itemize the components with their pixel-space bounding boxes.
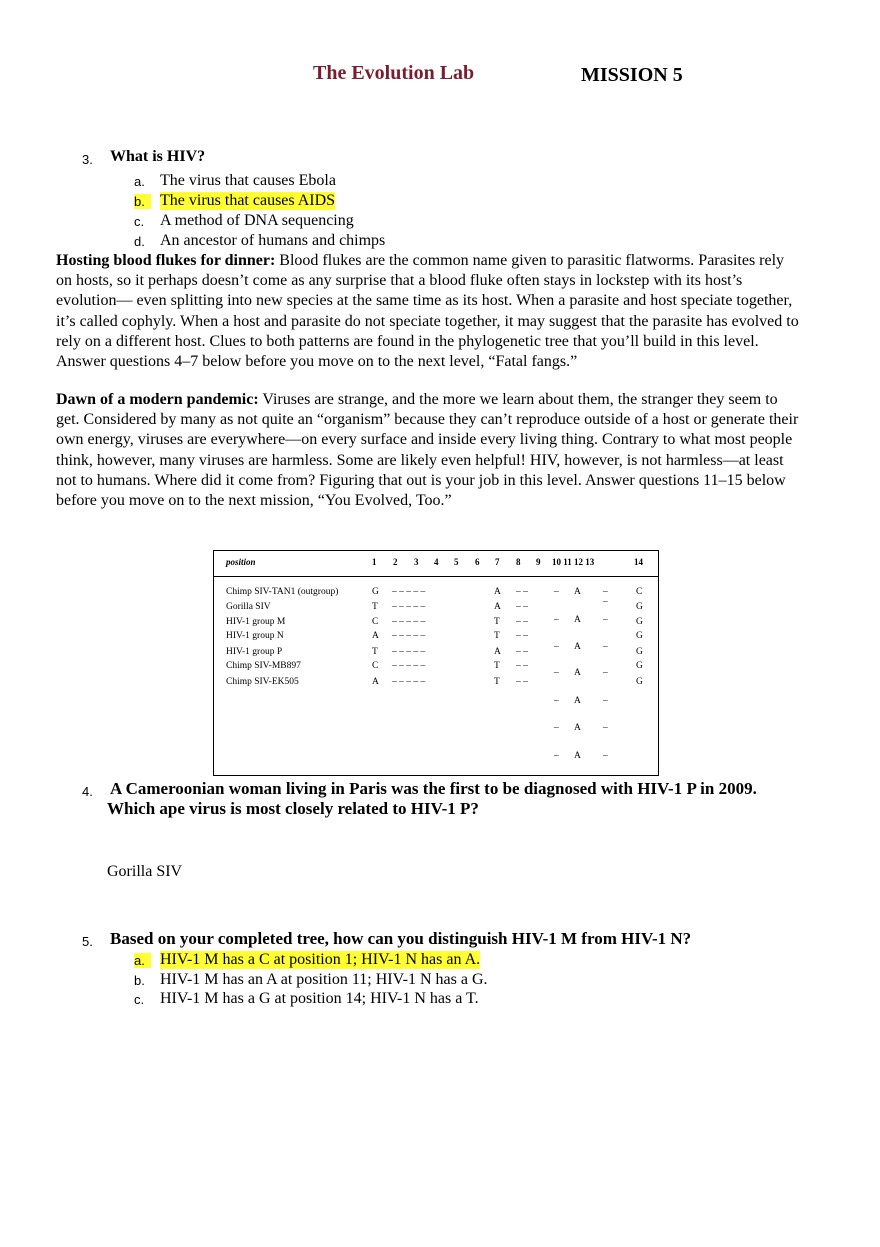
cell-pos14: G <box>636 677 643 687</box>
q5-option-b <box>134 971 534 991</box>
table-header-position: position <box>226 557 256 567</box>
cell-pos1: T <box>372 602 378 612</box>
mission-label: MISSION 5 <box>581 64 683 86</box>
offset-dash: – <box>603 723 608 733</box>
taxon-name: Chimp SIV-MB897 <box>226 661 301 671</box>
q5-option-a <box>134 951 534 971</box>
table-header-col: 3 <box>414 557 419 567</box>
table-header-col: 9 <box>536 557 541 567</box>
table-header-col: 10 11 12 13 <box>552 557 595 567</box>
table-divider <box>214 576 658 577</box>
cell-pos14: G <box>636 647 643 657</box>
table-header-col: 8 <box>516 557 521 567</box>
offset-letter: A <box>574 751 581 761</box>
option-letter: d. <box>134 234 145 249</box>
taxon-name: Chimp SIV-TAN1 (outgroup) <box>226 587 339 597</box>
cell-dashes: – – <box>516 647 528 657</box>
q3-option-d <box>134 232 534 252</box>
cell-dashes: – – <box>516 677 528 687</box>
offset-dash: – <box>554 751 559 761</box>
option-text: HIV-1 M has a G at position 14; HIV-1 N has a T. <box>160 990 479 1007</box>
offset-cell <box>554 751 614 765</box>
option-letter: a. <box>134 174 145 189</box>
option-letter: c. <box>134 214 145 229</box>
cell-pos7: T <box>494 677 500 687</box>
table-header-col: 5 <box>454 557 459 567</box>
option-text: The virus that causes AIDS <box>160 192 336 209</box>
cell-dashes: – – – – – <box>392 677 426 687</box>
q4-answer: Gorilla SIV <box>107 863 183 880</box>
q5-question: Based on your completed tree, how can you distinguish HIV-1 M from HIV-1 N? <box>110 929 692 948</box>
offset-dash: – <box>603 751 608 761</box>
option-letter: a. <box>134 953 151 968</box>
offset-cell <box>554 696 614 710</box>
taxon-name: Gorilla SIV <box>226 602 271 612</box>
offset-dash: – <box>603 587 608 597</box>
cell-dashes: – – – – – <box>392 631 426 641</box>
offset-dash: – <box>554 723 559 733</box>
q5-number: 5. <box>82 934 93 949</box>
q4-line2: Which ape virus is most closely related to HIV-1 P? <box>107 799 479 818</box>
section-body: Viruses are strange, and the more we learn about them, the stranger they seem to get. Considered by many as not quite an “organism” because they can’t reproduce outside of a host or generate their own energy, viruses are everywhere—on every surface and inside every living thing. Contrary to what most people think, however, many viruses are harmless. Some are likely even helpful! HIV, however, is not harmless—at least not to humans. Where did it come from? Figuring that out is your job in this level. Answer questions 11–15 below before you move on to the next mission, “You Evolved, Too.” <box>56 391 799 510</box>
cell-pos7: A <box>494 587 501 597</box>
cell-pos7: A <box>494 647 501 657</box>
offset-dash: – <box>554 668 559 678</box>
option-letter: b. <box>134 973 145 988</box>
q5-option-c <box>134 990 534 1010</box>
taxon-name: HIV-1 group N <box>226 631 284 641</box>
cell-pos1: T <box>372 647 378 657</box>
section-heading: Hosting blood flukes for dinner: <box>56 252 276 269</box>
cell-dashes: – – – – – <box>392 602 426 612</box>
cell-dashes: – – <box>516 661 528 671</box>
option-letter: c. <box>134 992 145 1007</box>
option-text: A method of DNA sequencing <box>160 212 354 229</box>
cell-pos1: A <box>372 677 379 687</box>
offset-dash: – <box>603 668 608 678</box>
cell-pos1: A <box>372 631 379 641</box>
cell-dashes: – – <box>516 587 528 597</box>
cell-pos1: C <box>372 661 379 671</box>
q4-number: 4. <box>82 784 93 799</box>
cell-pos7: A <box>494 602 501 612</box>
offset-cell <box>554 642 614 656</box>
cell-dashes: – – <box>516 617 528 627</box>
cell-dashes: – – – – – <box>392 587 426 597</box>
cell-dashes: – – – – – <box>392 617 426 627</box>
cell-pos14: G <box>636 617 643 627</box>
offset-letter: A <box>574 642 581 652</box>
cell-dashes: – – <box>516 631 528 641</box>
q4-line1: A Cameroonian woman living in Paris was the first to be diagnosed with HIV-1 P in 2009. <box>110 779 757 798</box>
section-blood-flukes <box>56 251 801 372</box>
offset-dash: – <box>554 642 559 652</box>
taxon-name: HIV-1 group P <box>226 647 283 657</box>
doc-title: The Evolution Lab <box>313 62 475 84</box>
sequence-table <box>213 550 659 776</box>
offset-letter: A <box>574 615 581 625</box>
option-text: HIV-1 M has an A at position 11; HIV-1 N has a G. <box>160 971 488 988</box>
cell-pos14: C <box>636 587 643 597</box>
cell-dashes: – – – – – <box>392 661 426 671</box>
section-heading: Dawn of a modern pandemic: <box>56 391 259 408</box>
offset-cell <box>554 723 614 737</box>
cell-pos1: G <box>372 587 379 597</box>
cell-pos7: T <box>494 617 500 627</box>
offset-dash: – <box>554 615 559 625</box>
q3-number: 3. <box>82 152 93 167</box>
offset-letter: A <box>574 668 581 678</box>
section-pandemic <box>56 390 801 511</box>
offset-dash: – <box>554 587 559 597</box>
option-text: An ancestor of humans and chimps <box>160 232 386 249</box>
cell-pos14: G <box>636 602 643 612</box>
cell-pos14: G <box>636 631 643 641</box>
offset-dash: – <box>603 642 608 652</box>
section-body: Blood flukes are the common name given to parasitic flatworms. Parasites rely on hosts, so it perhaps doesn’t come as any surprise that a blood fluke often stays in lockstep with its host’s evolution— even splitting into new species at the same time as its host. When a parasite and host speciate together, it’s called cophyly. When a host and parasite do not speciate together, it may suggest that the parasite has evolved to rely on a different host. Clues to both patterns are found in the phylogenetic tree that you’ll build in this level. Answer questions 4–7 below before you move on to the next level, “Fatal fangs.” <box>56 252 799 371</box>
taxon-name: HIV-1 group M <box>226 617 286 627</box>
q3-option-c <box>134 212 534 232</box>
cell-dashes: – – <box>516 602 528 612</box>
cell-pos14: G <box>636 661 643 671</box>
offset-letter: A <box>574 696 581 706</box>
cell-pos7: T <box>494 661 500 671</box>
cell-pos7: T <box>494 631 500 641</box>
lone-dash: – <box>603 597 608 607</box>
q3-option-a <box>134 172 534 192</box>
q3-question: What is HIV? <box>110 148 206 165</box>
table-header-col: 7 <box>495 557 500 567</box>
option-text: HIV-1 M has a C at position 1; HIV-1 N has an A. <box>160 951 481 968</box>
option-letter: b. <box>134 194 151 209</box>
offset-cell <box>554 615 614 629</box>
table-header-col: 14 <box>634 557 643 567</box>
option-text: The virus that causes Ebola <box>160 172 336 189</box>
offset-dash: – <box>603 696 608 706</box>
offset-dash: – <box>603 615 608 625</box>
q3-option-b <box>134 192 534 212</box>
table-header-col: 4 <box>434 557 439 567</box>
table-header-col: 1 <box>372 557 377 567</box>
table-header-col: 2 <box>393 557 398 567</box>
taxon-name: Chimp SIV-EK505 <box>226 677 299 687</box>
offset-cell <box>554 668 614 682</box>
offset-letter: A <box>574 723 581 733</box>
offset-dash: – <box>554 696 559 706</box>
cell-pos1: C <box>372 617 379 627</box>
table-header-col: 6 <box>475 557 480 567</box>
offset-letter: A <box>574 587 581 597</box>
cell-dashes: – – – – – <box>392 647 426 657</box>
